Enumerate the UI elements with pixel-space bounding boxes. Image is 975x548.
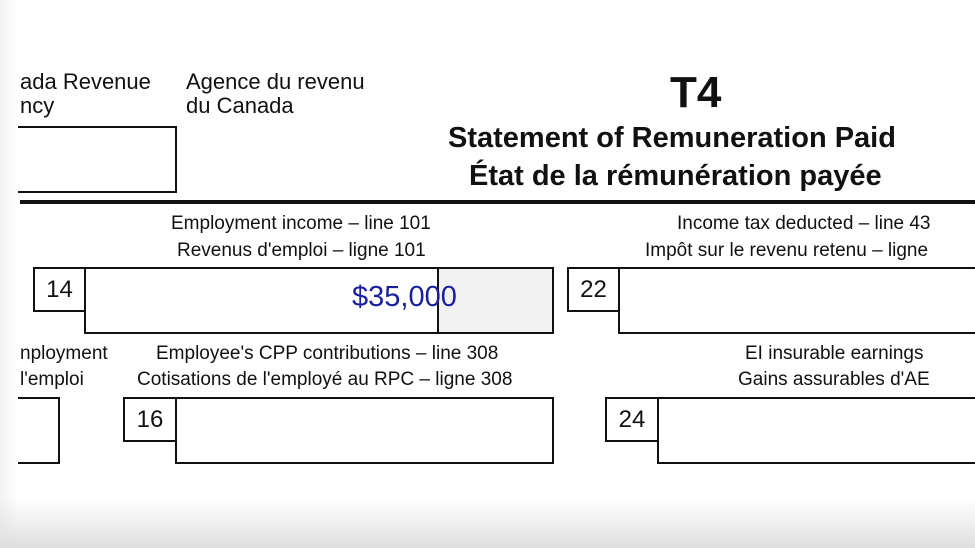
- box22-field[interactable]: [618, 267, 975, 334]
- agency-name-en-line1: ada Revenue: [20, 69, 151, 94]
- box22-number: 22: [567, 267, 620, 312]
- form-code: T4: [670, 68, 722, 117]
- form-title-en: Statement of Remuneration Paid: [448, 122, 896, 154]
- box24-label-fr: Gains assurables d'AE: [738, 369, 930, 390]
- employer-info-box[interactable]: [18, 126, 177, 193]
- agency-name-en-line2: ncy: [20, 93, 55, 118]
- box16-number: 16: [123, 397, 177, 442]
- box14-number: 14: [33, 267, 86, 312]
- agency-name-fr-line1: Agence du revenu: [186, 69, 365, 94]
- header-divider: [20, 200, 975, 204]
- box16-field[interactable]: [175, 397, 554, 464]
- box24-number: 24: [605, 397, 659, 442]
- box14-label-fr: Revenus d'emploi – ligne 101: [177, 240, 426, 261]
- box14-field[interactable]: [84, 267, 554, 334]
- agency-name-fr-line2: du Canada: [186, 93, 294, 118]
- box10-field[interactable]: [18, 397, 60, 464]
- box16-label-fr: Cotisations de l'employé au RPC – ligne 308: [137, 369, 513, 390]
- paper-shadow: [0, 498, 975, 548]
- form-title-fr: État de la rémunération payée: [469, 160, 882, 192]
- box10-label-fr: l'emploi: [20, 369, 84, 390]
- box22-label-fr: Impôt sur le revenu retenu – ligne: [645, 240, 929, 261]
- box16-label-en: Employee's CPP contributions – line 308: [156, 343, 499, 364]
- box22-label-en: Income tax deducted – line 43: [677, 213, 931, 234]
- box14-label-en: Employment income – line 101: [171, 213, 431, 234]
- paper-edge: [0, 0, 18, 548]
- box10-label-en: nployment: [20, 343, 108, 364]
- box24-field[interactable]: [657, 397, 975, 464]
- box14-value: $35,000: [352, 281, 457, 313]
- box24-label-en: EI insurable earnings: [745, 343, 924, 364]
